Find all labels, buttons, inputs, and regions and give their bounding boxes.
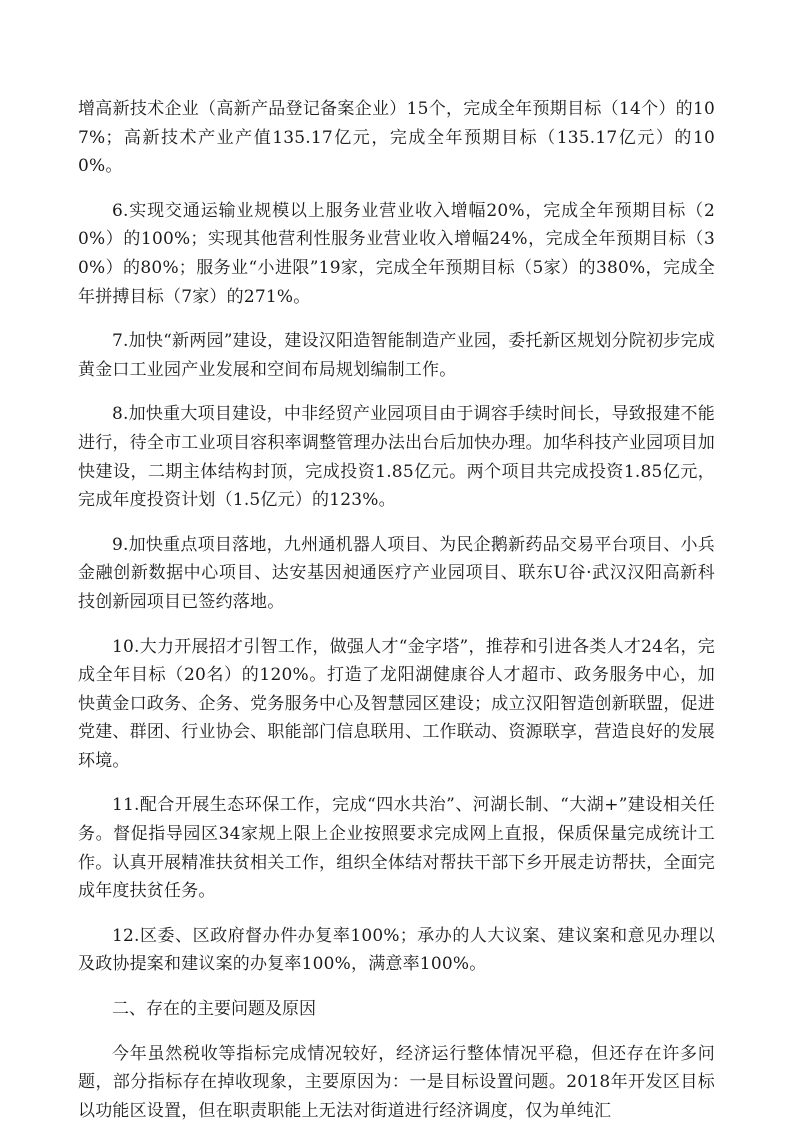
paragraph-item-9: 9.加快重点项目落地，九州通机器人项目、为民企鹅新药品交易平台项目、小兵金融创新数据中心项目、达安基因昶通医疗产业园项目、联东U谷·武汉汉阳高新科技创新园项目已签约落地。	[78, 534, 715, 612]
paragraph-item-8: 8.加快重大项目建设，中非经贸产业园项目由于调容手续时间长，导致报建不能进行，待全市工业项目容积率调整管理办法出台后加快办理。加华科技产业园项目加快建设，二期主体结构封顶，完成投资1.85亿元。两个项目共完成投资1.85亿元，完成年度投资计划（1.5亿元）的123%。	[78, 404, 715, 511]
section-heading: 二、存在的主要问题及原因	[112, 999, 316, 1020]
closing-paragraph: 今年虽然税收等指标完成情况较好，经济运行整体情况平稳，但还存在许多问题，部分指标存在掉收现象，主要原因为：一是目标设置问题。2018年开发区目标以功能区设置，但在职责职能上无法对街道进行经济调度，仅为单纯汇	[78, 1043, 715, 1121]
paragraph-item-11: 11.配合开展生态环保工作，完成“四水共治”、河湖长制、“大湖+”建设相关任务。督促指导园区34家规上限上企业按照要求完成网上直报，保质保量完成统计工作。认真开展精准扶贫相关工作，组织全体结对帮扶干部下乡开展走访帮扶，全面完成年度扶贫任务。	[78, 795, 715, 902]
paragraph-item-7: 7.加快“新两园”建设，建设汉阳造智能制造产业园，委托新区规划分院初步完成黄金口工业园产业发展和空间布局规划编制工作。	[78, 331, 715, 380]
paragraph-item-6: 6.实现交通运输业规模以上服务业营业收入增幅20%，完成全年预期目标（20%）的100%；实现其他营利性服务业营业收入增幅24%，完成全年预期目标（30%）的80%；服务业“小进限”19家，完成全年预期目标（5家）的380%，完成全年拼搏目标（7家）的271%。	[78, 200, 715, 307]
paragraph-item-10: 10.大力开展招才引智工作，做强人才“金字塔”，推荐和引进各类人才24名，完成全年目标（20名）的120%。打造了龙阳湖健康谷人才超市、政务服务中心，加快黄金口政务、企务、党务服务中心及智慧园区建设；成立汉阳智造创新联盟，促进党建、群团、行业协会、职能部门信息联用、工作联动、资源联享，营造良好的发展环境。	[78, 636, 715, 771]
paragraph-continued-item-5: 增高新技术企业（高新产品登记备案企业）15个，完成全年预期目标（14个）的107%；高新技术产业产值135.17亿元，完成全年预期目标（135.17亿元）的100%。	[78, 99, 715, 177]
paragraph-item-12: 12.区委、区政府督办件办复率100%；承办的人大议案、建议案和意见办理以及政协提案和建议案的办复率100%，满意率100%。	[78, 925, 715, 975]
